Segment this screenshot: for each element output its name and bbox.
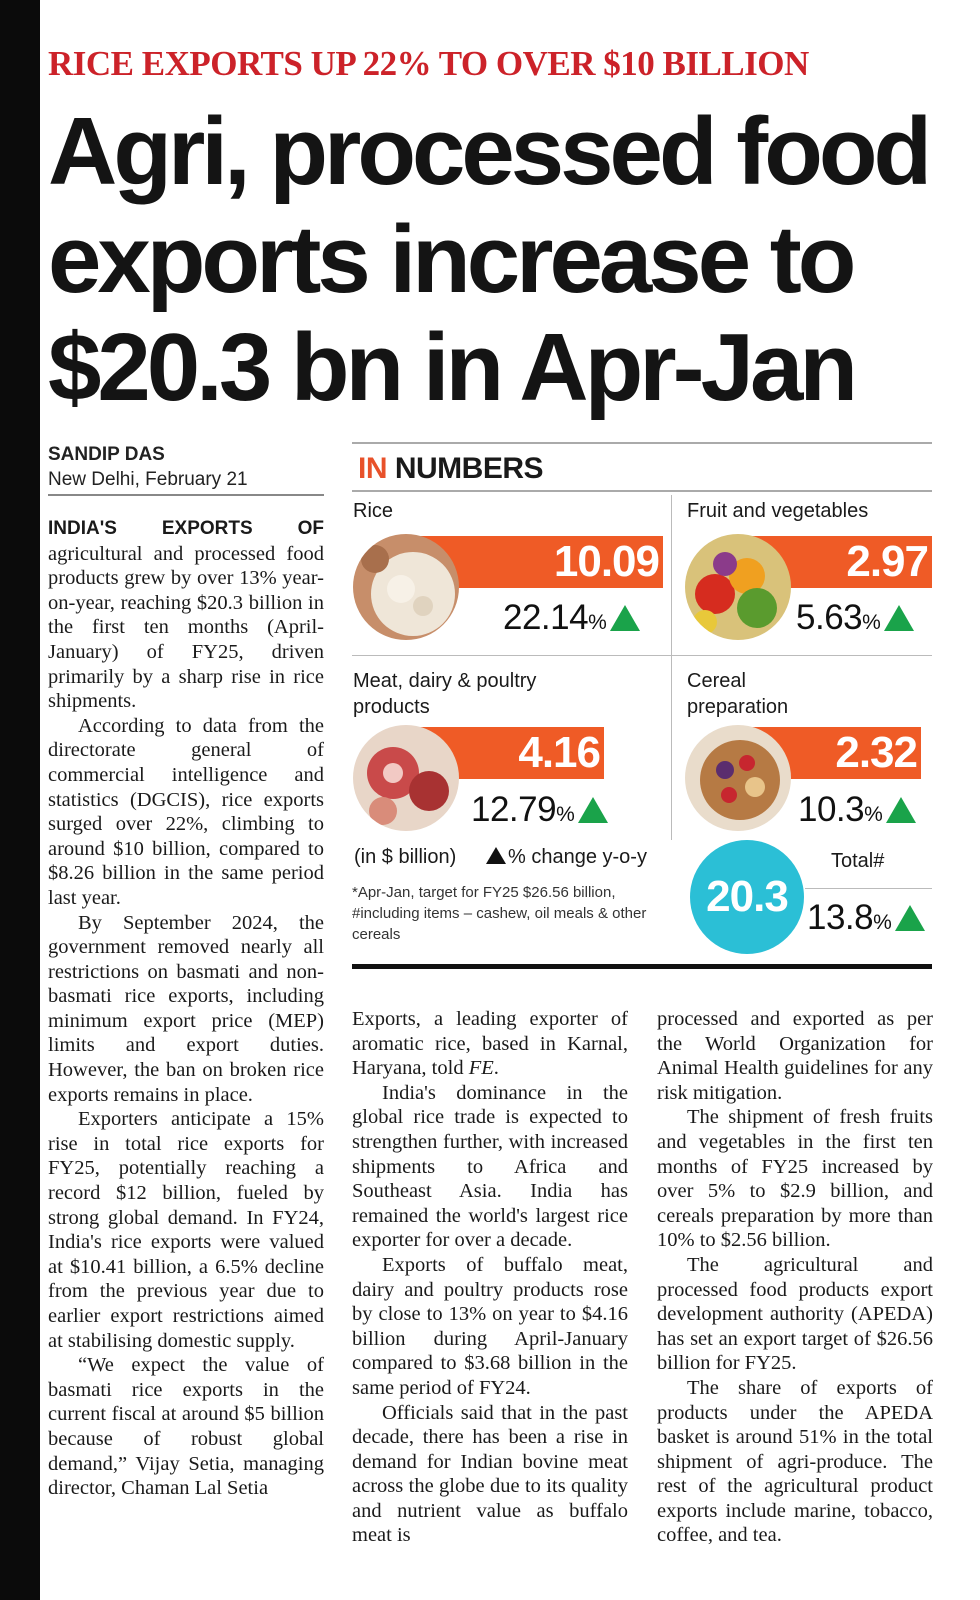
lead-in: INDIA'S EXPORTS OF <box>48 518 324 539</box>
article-paragraph: The shipment of fresh fruits and vegetables in the first ten months of FY25 increased by over 5% to $2.9 billion, and cereals preparation by more than 10% to $2.56 billion. <box>657 1106 933 1252</box>
cereal-change: 10.3% <box>798 790 916 835</box>
fruit-veg-value: 2.97 <box>752 536 932 588</box>
cereal-photo <box>685 725 791 831</box>
box-top-rule <box>352 442 932 444</box>
byline-author: SANDIP DAS <box>48 444 165 465</box>
box-title-rule <box>352 490 932 492</box>
up-arrow-icon <box>578 797 608 823</box>
byline-divider <box>48 494 324 496</box>
byline <box>48 442 324 492</box>
fruit-veg-change: 5.63% <box>796 598 914 643</box>
rice-change: 22.14% <box>503 598 640 643</box>
article-paragraph: The agricultural and processed food products export development authority (APEDA) has set an export target of $26.56 billion for FY25. <box>657 1253 933 1375</box>
article-paragraph: Exports of buffalo meat, dairy and poultry products rose by close to 13% on year to $4.16 billion during April-January compared to $3.68 billion in the same period of FY24. <box>352 1253 628 1399</box>
headline-line-1: Agri, processed food <box>48 98 929 205</box>
article-paragraph: Exports, a leading exporter of aromatic rice, based in Karnal, Haryana, told FE. <box>352 1008 628 1080</box>
article-paragraph: INDIA'S EXPORTS OF agricultural and processed food products grew by over 13% year-on-year, reaching $20.3 billion in the first ten months (April-January) of FY25, driven primarily by a sharp rise in rice shipments. <box>48 518 324 713</box>
legend: % change y-o-y <box>486 846 647 869</box>
article-paragraph: Officials said that in the past decade, there has been a rise in demand for Indian bovine meat across the globe due to its quality and nutrient value as buffalo meat is <box>352 1401 628 1547</box>
meat-dairy-label: Meat, dairy & poultry products <box>353 670 537 718</box>
article-paragraph: processed and exported as per the World Organization for Animal Health guidelines for any risk mitigation. <box>657 1008 933 1104</box>
in-numbers-title: IN NUMBERS <box>358 452 544 485</box>
triangle-legend-icon <box>486 847 506 864</box>
box-vertical-divider <box>671 495 672 840</box>
up-arrow-icon <box>884 605 914 631</box>
article-column-1 <box>48 516 324 1501</box>
headline-line-3: $20.3 bn in Apr-Jan <box>48 314 854 421</box>
cereal-value: 2.32 <box>752 727 921 779</box>
article-paragraph: The share of exports of products under the APEDA basket is around 51% in the total shipment of agri-produce. The rest of the agricultural product exports include marine, tobacco, coffee, and tea. <box>657 1376 933 1547</box>
units-label: (in $ billion) <box>354 846 457 868</box>
fruit-veg-photo <box>685 534 791 640</box>
box-horizontal-divider <box>352 655 932 656</box>
box-bottom-rule <box>352 964 932 969</box>
rice-photo <box>353 534 459 640</box>
article-column-3 <box>657 1007 933 1548</box>
cereal-label: Cereal preparation <box>687 670 789 718</box>
meat-dairy-change: 12.79% <box>471 790 608 835</box>
kicker: RICE EXPORTS UP 22% TO OVER $10 BILLION <box>48 44 809 83</box>
footnote: *Apr-Jan, target for FY25 $26.56 billion, #including items – cashew, oil meals & other cereals <box>352 884 647 943</box>
article-paragraph: Exporters anticipate a 15% rise in total rice exports for FY25, potentially reaching a record $12 billion, fueled by strong global demand. In FY24, India's rice exports were valued at $10.41 billion, a 6.5% decline from the previous year due to earlier export restrictions aimed at stabilising domestic supply. <box>48 1108 324 1352</box>
article-paragraph: “We expect the value of basmati rice exports in the current fiscal at around $5 billion because of robust global demand,” Vijay Setia, managing director, Chaman Lal Setia <box>48 1354 324 1500</box>
total-divider <box>805 888 932 889</box>
headline <box>48 98 948 422</box>
article-paragraph: By September 2024, the government removed nearly all restrictions on basmati and non-basmati rice exports, including minimum export price (MEP) limits and export duties. However, the ban on broken rice exports remains in place. <box>48 911 324 1106</box>
byline-dateline: New Delhi, February 21 <box>48 469 248 490</box>
meat-dairy-value: 4.16 <box>420 727 604 779</box>
article-column-2 <box>352 1007 628 1548</box>
article-paragraph: According to data from the directorate general of commercial intelligence and statistics (DGCIS), rice exports surged over 22%, climbing to around $10 billion, compared to $8.26 billion in the same period last year. <box>48 714 324 909</box>
total-label: Total# <box>831 850 885 872</box>
page-edge-bar <box>0 0 40 1600</box>
rice-label: Rice <box>353 500 394 522</box>
up-arrow-icon <box>895 905 925 931</box>
article-paragraph: India's dominance in the global rice trade is expected to strengthen further, with increased shipments to Africa and Southeast Asia. India has remained the world's largest rice exporter for over a decade. <box>352 1081 628 1252</box>
total-value-badge: 20.3 <box>690 840 804 954</box>
rice-value: 10.09 <box>420 536 663 588</box>
fruit-veg-label: Fruit and vegetables <box>687 500 869 522</box>
up-arrow-icon <box>610 605 640 631</box>
up-arrow-icon <box>886 797 916 823</box>
meat-dairy-photo <box>353 725 459 831</box>
headline-line-2: exports increase to <box>48 206 853 313</box>
total-change: 13.8% <box>807 898 925 943</box>
